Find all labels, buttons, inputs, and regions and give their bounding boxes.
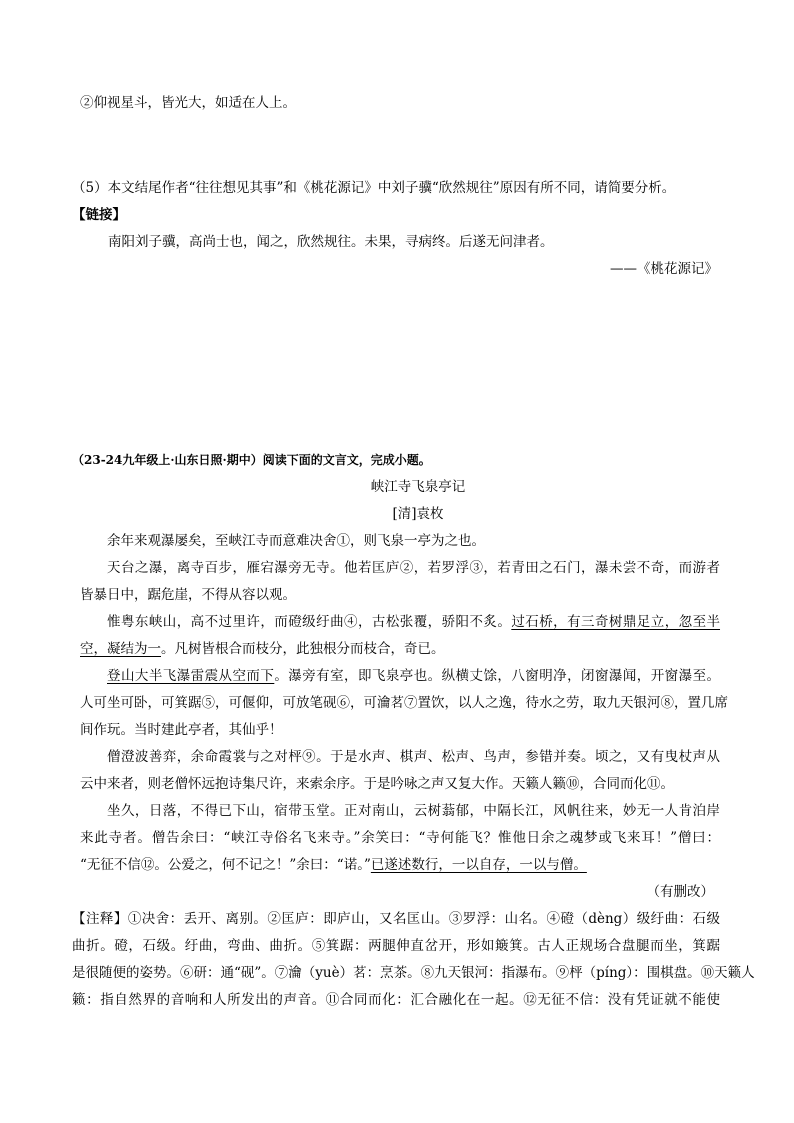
underlined-sentence-1: 过石桥，有三奇树鼎足立，忽至半 — [511, 614, 721, 630]
underlined-sentence-2: 登山大半飞瀑雷震从空而下 — [107, 668, 275, 684]
paragraph-4-line-2: 人可坐可卧，可箕踞⑤，可偃仰，可放笔砚⑥，可瀹茗⑦置饮，以人之逸，待水之劳，取九天银河⑧，置几席 — [80, 695, 728, 711]
paragraph-1: 余年来观瀑屡矣，至峡江寺而意难决舍①，则飞泉一亭为之也。 — [107, 533, 485, 549]
notes-line-1: 【注释】①决舍：丢开、离别。②匡庐：即庐山，又名匡山。③罗浮：山名。④磴（dèng）级纡曲：石级 — [72, 911, 720, 927]
paragraph-2-line-1: 天台之瀑，离寺百步，雁宕瀑旁无寺。他若匡庐②，若罗浮③，若青田之石门，瀑未尝不奇，而游者 — [107, 560, 720, 576]
prev-answer-item: ②仰视星斗，皆光大，如适在人上。 — [80, 95, 296, 111]
paragraph-4-line-3: 间作玩。当时建此亭者，其仙乎！ — [80, 722, 283, 738]
text-run: “无征不信⑫。公爱之，何不记之！”余曰：“诺。” — [80, 857, 371, 873]
text-run: 惟粤东峡山，高不过里许，而磴级纡曲④，古松张覆，骄阳不炙。 — [107, 614, 512, 630]
link-text: 南阳刘子骥，高尚士也，闻之，欣然规往。未果，寻病终。后遂无问津者。 — [108, 234, 554, 250]
essay-title: 峡江寺飞泉亭记 — [370, 479, 466, 495]
text-run: 。凡树皆根合而枝分，此独根分而枝合，奇已。 — [161, 641, 445, 657]
question-5: （5）本文结尾作者“往往想见其事”和《桃花源记》中刘子骥“欣然规往”原因有所不同，请简要分析。 — [72, 180, 676, 196]
underlined-sentence-1-cont: 空，凝结为一 — [80, 641, 161, 657]
notes-line-3: 是很随便的姿势。⑥研：通“砚”。⑦瀹（yuè）茗：烹茶。⑧九天银河：指瀑布。⑨枰（píng）：围棋盘。⑩天籁人 — [72, 965, 755, 981]
underlined-sentence-3: 已遂述数行，一以自存，一以与僧。 — [370, 857, 587, 873]
link-label: 【链接】 — [72, 207, 126, 223]
paragraph-6-line-2: 来此寺者。僧告余曰：“峡江寺俗名飞来寺。”余笑曰：“寺何能飞？惟他日余之魂梦或飞来耳！”僧曰： — [80, 830, 720, 846]
paragraph-6-line-1: 坐久，日落，不得已下山，宿带玉堂。正对南山，云树蓊郁，中隔长江，风帆往来，妙无一人肯泊岸 — [107, 803, 720, 819]
essay-author: [清]袁枚 — [392, 506, 444, 522]
section-header: （23-24九年级上·山东日照·期中）阅读下面的文言文，完成小题。 — [72, 453, 431, 467]
link-source: ——《桃花源记》 — [610, 261, 718, 277]
paragraph-4-line-1 — [80, 666, 720, 686]
paragraph-5-line-1: 僧澄波善弈，余命霞裳与之对枰⑨。于是水声、棋声、松声、鸟声，参错并奏。顷之，又有曳杖声从 — [107, 749, 720, 765]
paragraph-6-line-3 — [80, 855, 720, 875]
text-run: 。瀑旁有室，即飞泉亭也。纵横丈馀，八窗明净，闭窗瀑闻，开窗瀑至。 — [274, 668, 721, 684]
paragraph-3-line-1 — [80, 612, 720, 632]
paragraph-2-line-2: 皆暴日中，踞危崖，不得从容以观。 — [80, 587, 296, 603]
notes-line-2: 曲折。磴，石级。纡曲，弯曲、曲折。⑤箕踞：两腿伸直岔开，形如簸箕。古人正规场合盘腿而坐，箕踞 — [72, 938, 720, 954]
revision-note: （有删改） — [646, 884, 714, 900]
notes-line-4: 籁：指自然界的音响和人所发出的声音。⑪合同而化：汇合融化在一起。⑫无征不信：没有凭证就不能使 — [72, 992, 720, 1008]
paragraph-5-line-2: 云中来者，则老僧怀远抱诗集尺许，来索余序。于是吟咏之声又复大作。天籁人籁⑩，合同而化⑪。 — [80, 776, 674, 792]
paragraph-3-line-2 — [80, 639, 720, 659]
